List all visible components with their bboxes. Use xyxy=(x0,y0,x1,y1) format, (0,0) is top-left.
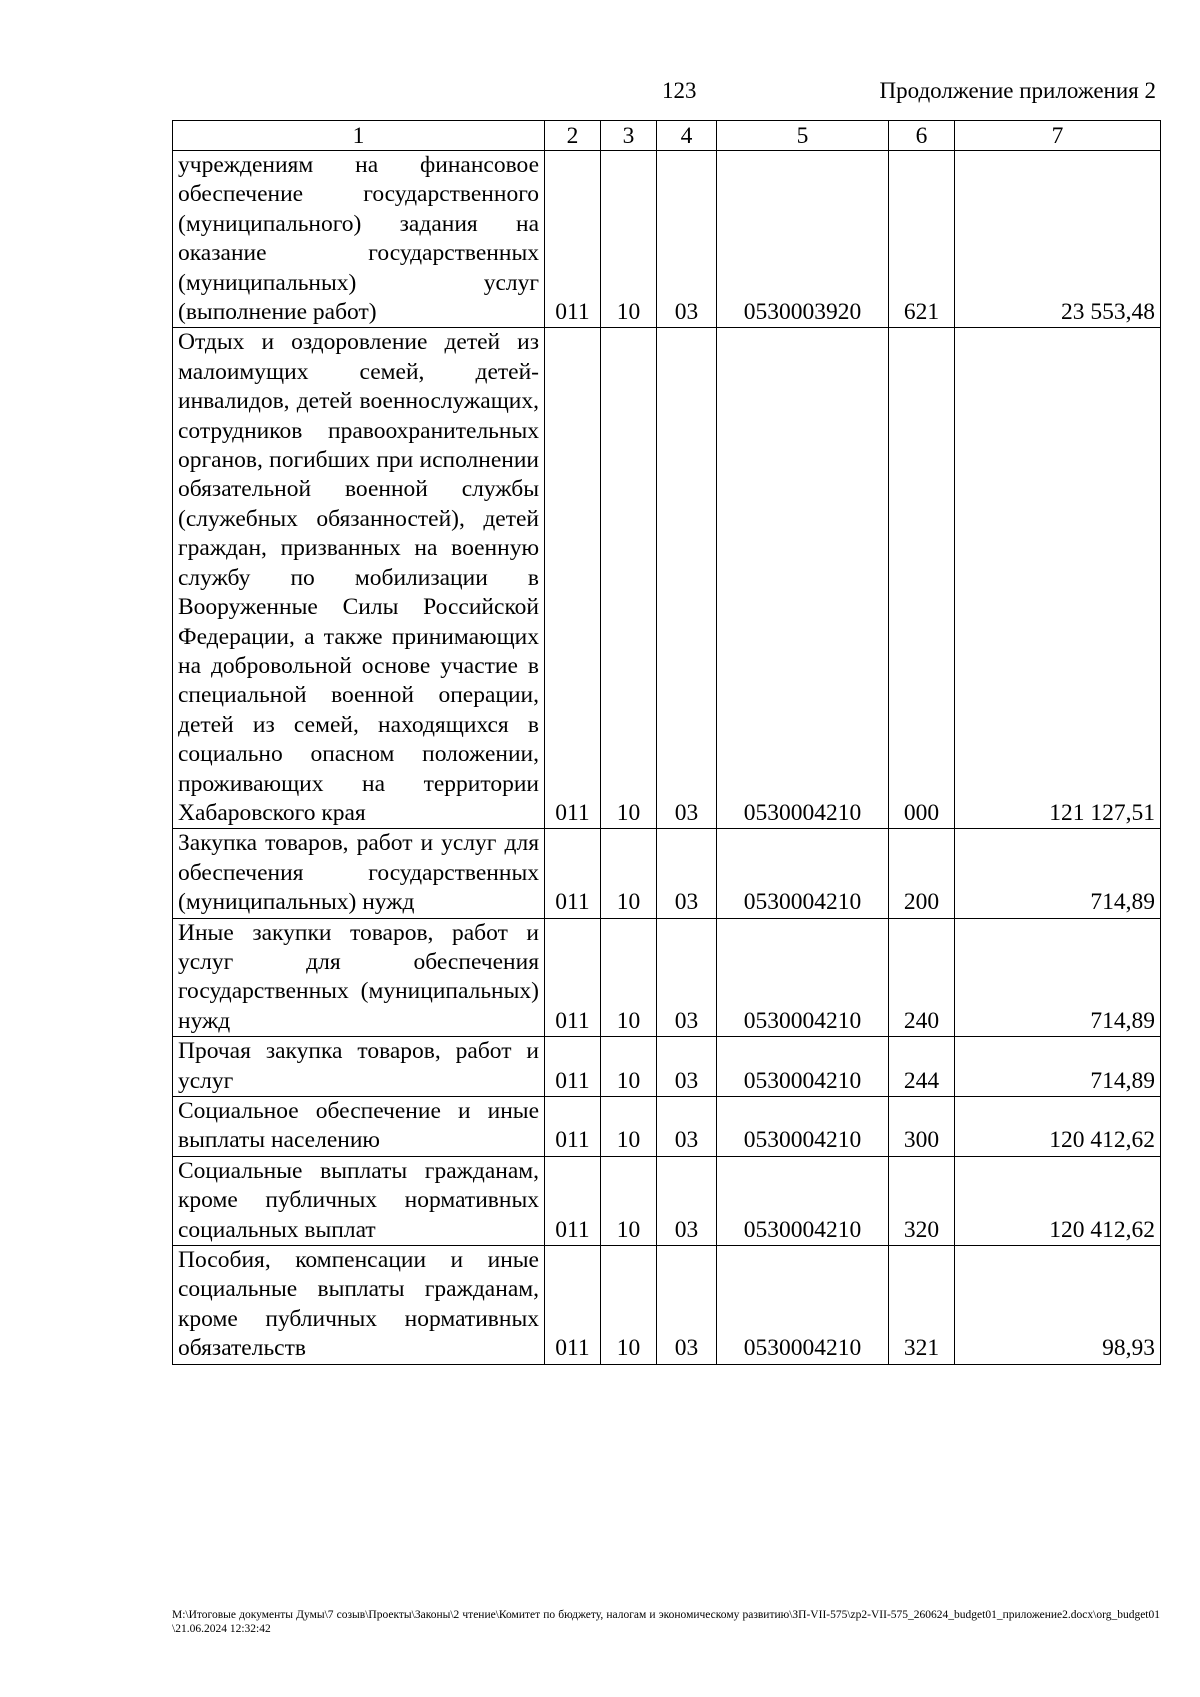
page-number: 123 xyxy=(662,78,697,103)
target-article-code: 0530004210 xyxy=(717,829,889,918)
subsection-code: 03 xyxy=(657,1037,717,1097)
ministry-code: 011 xyxy=(545,1097,601,1157)
section-code: 10 xyxy=(601,1097,657,1157)
expense-type-code: 621 xyxy=(889,151,955,328)
amount: 120 412,62 xyxy=(955,1097,1161,1157)
continuation-label: Продолжение приложения 2 xyxy=(879,78,1156,103)
target-article-code: 0530004210 xyxy=(717,1097,889,1157)
item-name: Социальное обеспечение и иные выплаты населению xyxy=(173,1097,545,1157)
subsection-code: 03 xyxy=(657,829,717,918)
expense-type-code: 240 xyxy=(889,918,955,1037)
amount: 121 127,51 xyxy=(955,328,1161,829)
subsection-code: 03 xyxy=(657,328,717,829)
ministry-code: 011 xyxy=(545,1246,601,1365)
section-code: 10 xyxy=(601,1156,657,1245)
table-body xyxy=(173,151,1161,1365)
table-row xyxy=(173,1246,1161,1365)
table-row xyxy=(173,1037,1161,1097)
table-row xyxy=(173,328,1161,829)
table-row xyxy=(173,1156,1161,1245)
column-header: 1 xyxy=(173,121,545,151)
target-article-code: 0530004210 xyxy=(717,328,889,829)
expense-type-code: 321 xyxy=(889,1246,955,1365)
section-code: 10 xyxy=(601,829,657,918)
budget-table xyxy=(172,120,1161,1365)
amount: 23 553,48 xyxy=(955,151,1161,328)
subsection-code: 03 xyxy=(657,1156,717,1245)
table-row xyxy=(173,918,1161,1037)
table-row xyxy=(173,151,1161,328)
target-article-code: 0530004210 xyxy=(717,918,889,1037)
column-header: 4 xyxy=(657,121,717,151)
ministry-code: 011 xyxy=(545,1156,601,1245)
column-header: 6 xyxy=(889,121,955,151)
expense-type-code: 300 xyxy=(889,1097,955,1157)
target-article-code: 0530003920 xyxy=(717,151,889,328)
subsection-code: 03 xyxy=(657,1246,717,1365)
expense-type-code: 000 xyxy=(889,328,955,829)
table-header xyxy=(173,121,1161,151)
section-code: 10 xyxy=(601,328,657,829)
section-code: 10 xyxy=(601,1037,657,1097)
item-name: Прочая закупка товаров, работ и услуг xyxy=(173,1037,545,1097)
ministry-code: 011 xyxy=(545,328,601,829)
expense-type-code: 200 xyxy=(889,829,955,918)
section-code: 10 xyxy=(601,151,657,328)
subsection-code: 03 xyxy=(657,1097,717,1157)
table-row xyxy=(173,1097,1161,1157)
ministry-code: 011 xyxy=(545,918,601,1037)
target-article-code: 0530004210 xyxy=(717,1037,889,1097)
item-name: учреждениям на финансовое обеспечение государственного (муниципального) задания на оказание государственных (муниципальных) услуг (выполнение работ) xyxy=(173,151,545,328)
subsection-code: 03 xyxy=(657,151,717,328)
document-path-footer: M:\Итоговые документы Думы\7 созыв\Проекты\Законы\2 чтение\Комитет по бюджету, налогам и экономическому развитию\ЗП-VII-575\zp2-VII-575_260624_budget01_приложение2.docx\org_budget01\21.06.2024 12:32:42 xyxy=(172,1609,1160,1635)
amount: 714,89 xyxy=(955,918,1161,1037)
amount: 714,89 xyxy=(955,1037,1161,1097)
target-article-code: 0530004210 xyxy=(717,1156,889,1245)
column-header: 2 xyxy=(545,121,601,151)
item-name: Социальные выплаты гражданам, кроме публичных нормативных социальных выплат xyxy=(173,1156,545,1245)
amount: 98,93 xyxy=(955,1246,1161,1365)
column-header: 5 xyxy=(717,121,889,151)
column-header: 3 xyxy=(601,121,657,151)
section-code: 10 xyxy=(601,1246,657,1365)
section-code: 10 xyxy=(601,918,657,1037)
amount: 120 412,62 xyxy=(955,1156,1161,1245)
subsection-code: 03 xyxy=(657,918,717,1037)
header-row xyxy=(173,121,1161,151)
ministry-code: 011 xyxy=(545,829,601,918)
item-name: Иные закупки товаров, работ и услуг для обеспечения государственных (муниципальных) нужд xyxy=(173,918,545,1037)
item-name: Отдых и оздоровление детей из малоимущих семей, детей-инвалидов, детей военнослужащих, сотрудников правоохранительных органов, погибших при исполнении обязательной военной службы (служебных обязанностей), детей граждан, призванных на военную службу по мобилизации в Вооруженные Силы Российской Федерации, а также принимающих на добровольной основе участие в специальной военной операции, детей из семей, находящихся в социально опасном положении, проживающих на территории Хабаровского края xyxy=(173,328,545,829)
table-row xyxy=(173,829,1161,918)
column-header: 7 xyxy=(955,121,1161,151)
ministry-code: 011 xyxy=(545,151,601,328)
expense-type-code: 244 xyxy=(889,1037,955,1097)
item-name: Закупка товаров, работ и услуг для обеспечения государственных (муниципальных) нужд xyxy=(173,829,545,918)
amount: 714,89 xyxy=(955,829,1161,918)
expense-type-code: 320 xyxy=(889,1156,955,1245)
item-name: Пособия, компенсации и иные социальные выплаты гражданам, кроме публичных нормативных обязательств xyxy=(173,1246,545,1365)
ministry-code: 011 xyxy=(545,1037,601,1097)
target-article-code: 0530004210 xyxy=(717,1246,889,1365)
